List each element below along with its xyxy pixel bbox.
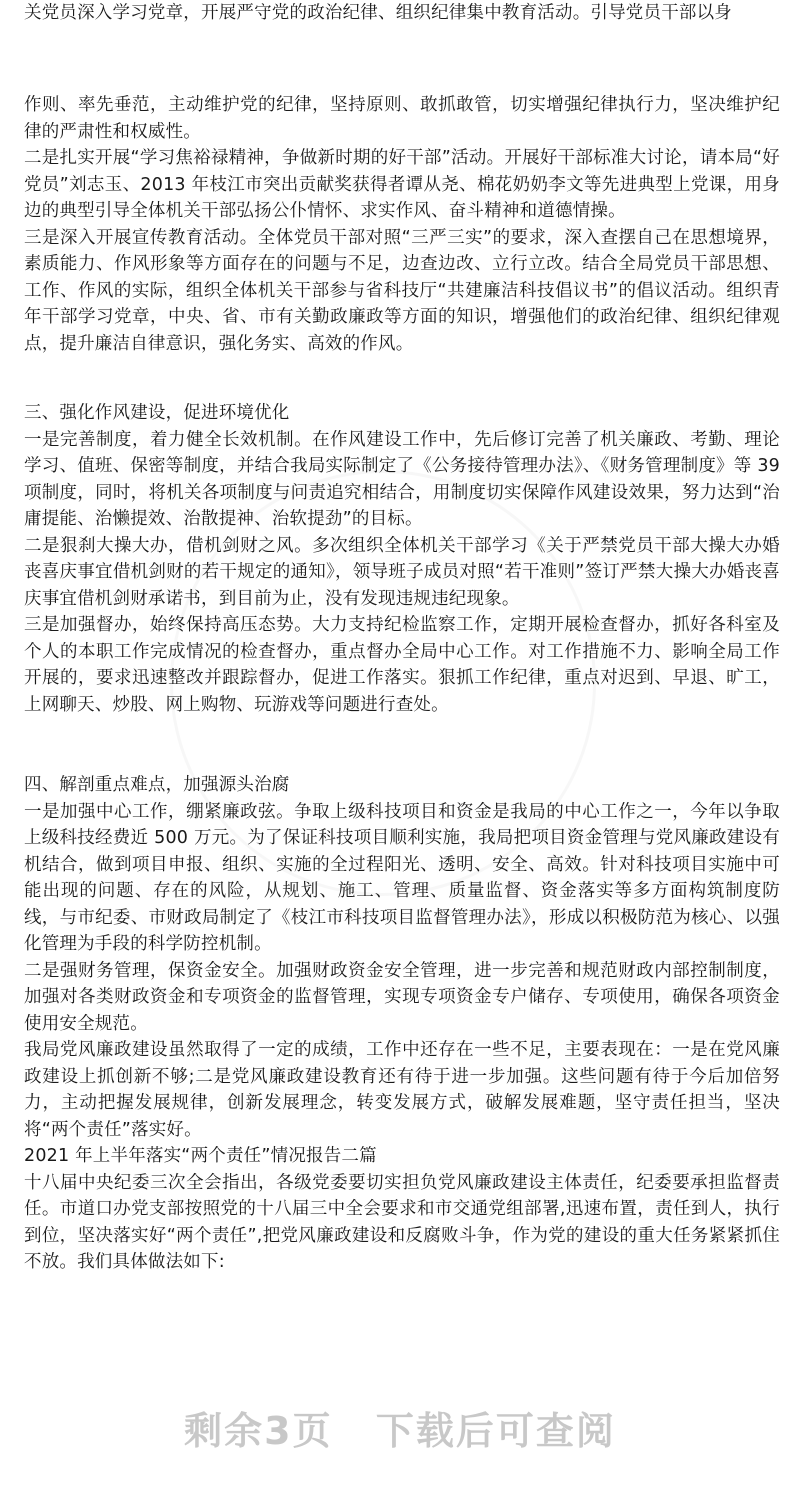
paragraph: 二是狠刹大操大办，借机剑财之风。多次组织全体机关干部学习《关于严禁党员干部大操大办婚丧喜庆事宜借机剑财的若干规定的通知》，领导班子成员对照“若干准则”签订严禁大操大办婚丧喜庆事宜借机剑财承诺书，到目前为止，没有发现违规违纪现象。 (24, 535, 780, 609)
remaining-pages-label: 剩余3页 (184, 1409, 333, 1453)
section-heading: 四、解剖重点难点，加强源头治腐 (24, 775, 290, 795)
download-prompt[interactable] (0, 1400, 800, 1455)
section-work-style (24, 400, 780, 718)
report-title: 2021 年上半年落实“两个责任”情况报告二篇 (24, 1146, 377, 1166)
paragraph: 十八届中央纪委三次全会指出，各级党委要切实担负党风廉政建设主体责任，纪委要承担监督责任。市道口办党支部按照党的十八届三中全会要求和市交通党组部署,迅速布置，责任到人，执行到位，坚决落实好“两个责任”,把党风廉政建设和反腐败斗争，作为党的建设的重大任务紧紧抓住不放。我们具体做法如下: (24, 1172, 780, 1272)
section-discipline-education (24, 92, 780, 357)
paragraph: 我局党风廉政建设虽然取得了一定的成绩，工作中还存在一些不足，主要表现在：一是在党风廉政建设上抓创新不够;二是党风廉政建设教育还有待于进一步加强。这些问题有待于今后加倍努力，主动把握发展规律，创新发展理念，转变发展方式，破解发展难题，坚守责任担当，坚决将“两个责任”落实好。 (24, 1040, 780, 1140)
section-heading: 三、强化作风建设，促进环境优化 (24, 403, 290, 423)
section-source-governance (24, 772, 780, 1276)
paragraph: 二是强财务管理，保资金安全。加强财政资金安全管理，进一步完善和规范财政内部控制制度，加强对各类财政资金和专项资金的监督管理，实现专项资金专户储存、专项使用，确保各项资金使用安全规范。 (24, 960, 780, 1034)
paragraph: 二是扎实开展“学习焦裕禄精神，争做新时期的好干部”活动。开展好干部标准大讨论，请本局“好党员”刘志玉、2013 年枝江市突出贡献奖获得者谭从尧、棉花奶奶李文等先进典型上党课，用身边的典型引导全体机关干部弘扬公仆情怀、求实作风、奋斗精神和道德情操。 (24, 148, 780, 221)
paragraph: 一是加强中心工作，绷紧廉政弦。争取上级科技项目和资金是我局的中心工作之一，今年以争取上级科技经费近 500 万元。为了保证科技项目顺利实施，我局把项目资金管理与党风廉政建设有机结合，做到项目申报、组织、实施的全过程阳光、透明、安全、高效。针对科技项目实施中可能出现的问题、存在的风险，从规划、施工、管理、质量监督、资金落实等多方面构筑制度防线，与市纪委、市财政局制定了《枝江市科技项目监督管理办法》，形成以积极防范为核心、以强化管理为手段的科学防控机制。 (24, 801, 780, 954)
paragraph: 一是完善制度，着力健全长效机制。在作风建设工作中，先后修订完善了机关廉政、考勤、理论学习、值班、保密等制度，并结合我局实际制定了《公务接待管理办法》、《财务管理制度》等 39 项制度，同时，将机关各项制度与问责追究相结合，用制度切实保障作风建设效果，努力达到“治庸提能、治懒提效、治散提神、治软提劲”的目标。 (24, 429, 780, 529)
download-to-view-label: 下载后可查阅 (375, 1409, 616, 1453)
paragraph: 三是深入开展宣传教育活动。全体党员干部对照“三严三实”的要求，深入查摆自己在思想境界，素质能力、作风形象等方面存在的问题与不足，边查边改、立行立改。结合全局党员干部思想、工作、作风的实际，组织全体机关干部参与省科技厅“共建廉洁科技倡议书”的倡议活动。组织青年干部学习党章，中央、省、市有关勤政廉政等方面的知识，增强他们的政治纪律、组织纪律观点，提升廉洁自律意识，强化务实、高效的作风。 (24, 227, 780, 354)
paragraph: 关党员深入学习党章，开展严守党的政治纪律、组织纪律集中教育活动。引导党员干部以身 (24, 3, 732, 23)
cut-off-top-text (24, 0, 780, 45)
paragraph: 作则、率先垂范，主动维护党的纪律，坚持原则、敢抓敢管，切实增强纪律执行力，坚决维护纪律的严肃性和权威性。 (24, 95, 780, 142)
paragraph: 三是加强督办，始终保持高压态势。大力支持纪检监察工作，定期开展检查督办，抓好各科室及个人的本职工作完成情况的检查督办，重点督办全局中心工作。对工作措施不力、影响全局工作开展的，要求迅速整改并跟踪督办，促进工作落实。狠抓工作纪律，重点对迟到、早退、旷工，上网聊天、炒股、网上购物、玩游戏等问题进行查处。 (24, 615, 780, 715)
